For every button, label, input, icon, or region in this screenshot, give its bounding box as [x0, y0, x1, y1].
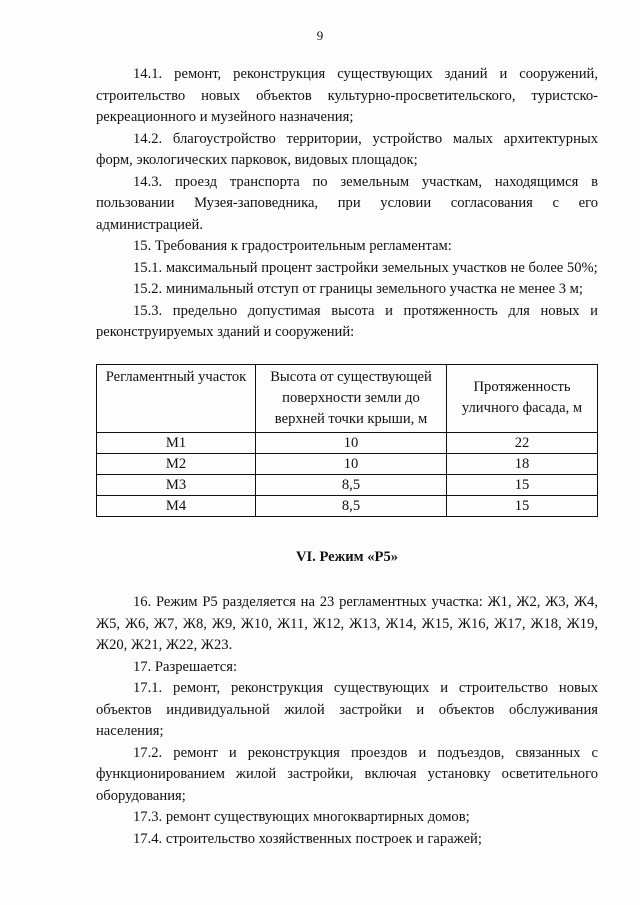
cell-facade: 22	[447, 432, 598, 453]
regulation-table	[96, 364, 598, 517]
cell-height: 8,5	[256, 474, 447, 495]
paragraph-14-2: 14.2. благоустройство территории, устройство малых архитектурных форм, экологических парковок, видовых площадок;	[96, 130, 598, 168]
regulation-table-wrapper	[96, 364, 598, 517]
paragraph-17-1: 17.1. ремонт, реконструкция существующих и строительство новых объектов индивидуальной жилой застройки и объектов обслуживания населения;	[96, 680, 598, 739]
cell-plot: М3	[97, 474, 256, 495]
cell-facade: 15	[447, 474, 598, 495]
paragraph-17: 17. Разрешается:	[133, 658, 238, 675]
paragraph-15-2: 15.2. минимальный отступ от границы земельного участка не менее 3 м;	[133, 281, 583, 297]
paragraph-15: 15. Требования к градостроительным регламентам:	[133, 238, 452, 254]
page-number: 9	[316, 28, 324, 43]
paragraph-17-4: 17.4. строительство хозяйственных построек и гаражей;	[133, 830, 482, 847]
table-row	[97, 453, 598, 474]
cell-plot: М2	[97, 453, 256, 474]
paragraph-15-3: 15.3. предельно допустимая высота и протяженность для новых и реконструируемых зданий и сооружений:	[96, 302, 598, 340]
header-plot: Регламентный участок	[97, 364, 256, 432]
cell-height: 10	[256, 453, 447, 474]
cell-plot: М4	[97, 495, 256, 516]
cell-facade: 15	[447, 495, 598, 516]
paragraph-17-2: 17.2. ремонт и реконструкция проездов и подъездов, связанных с функционированием жилой застройки, включая установку осветительного оборудования;	[96, 744, 598, 804]
paragraph-16: 16. Режим Р5 разделяется на 23 регламентных участка: Ж1, Ж2, Ж3, Ж4, Ж5, Ж6, Ж7, Ж8, Ж9, Ж10, Ж11, Ж12, Ж13, Ж14, Ж15, Ж16, Ж17, Ж18, Ж19, Ж20, Ж21, Ж22, Ж23.	[96, 594, 598, 653]
table-header-row	[97, 364, 598, 432]
table-row	[97, 432, 598, 453]
document-body	[96, 64, 598, 850]
table-row	[97, 474, 598, 495]
paragraph-15-1: 15.1. максимальный процент застройки земельных участков не более 50%;	[133, 259, 598, 276]
paragraph-14-1: 14.1. ремонт, реконструкция существующих зданий и сооружений, строительство новых объектов культурно-просветительского, туристско-рекреационного и музейного назначения;	[96, 66, 598, 125]
paragraph-14-3: 14.3. проезд транспорта по земельным участкам, находящимся в пользовании Музея-заповедника, при условии согласования с его администрацией.	[96, 173, 598, 233]
table-row	[97, 495, 598, 516]
cell-facade: 18	[447, 453, 598, 474]
cell-height: 8,5	[256, 495, 447, 516]
cell-plot: М1	[97, 432, 256, 453]
header-height: Высота от существующей поверхности земли до верхней точки крыши, м	[256, 364, 447, 432]
header-facade: Протяженность уличного фасада, м	[447, 364, 598, 432]
section-title: VI. Режим «Р5»	[295, 548, 399, 565]
cell-height: 10	[256, 432, 447, 453]
paragraph-17-3: 17.3. ремонт существующих многоквартирных домов;	[133, 809, 470, 825]
